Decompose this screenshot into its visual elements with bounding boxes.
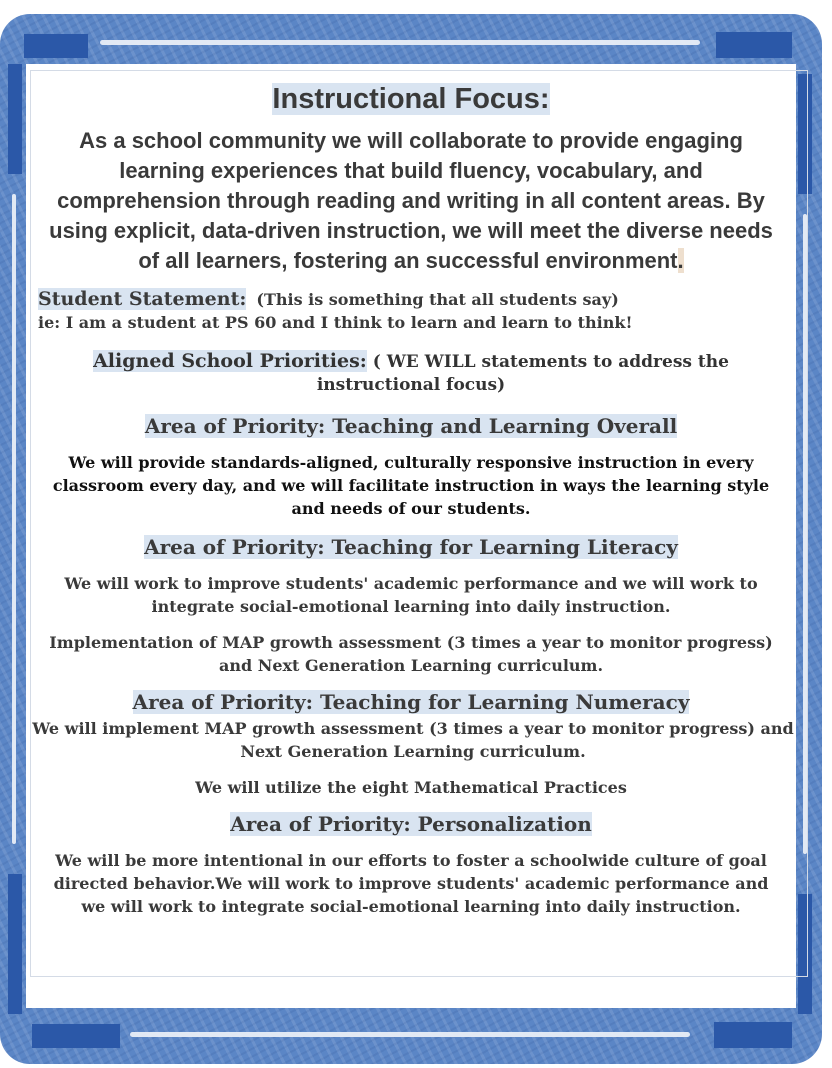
aligned-school-priorities [36, 350, 786, 397]
priority-heading-wrap [26, 809, 796, 839]
student-statement-label: Student Statement: [38, 288, 247, 310]
frame-side-block [8, 64, 22, 174]
instructional-focus-statement [36, 126, 786, 276]
title-wrap [26, 80, 796, 118]
priority-paragraph: Implementation of MAP growth assessment (3 times a year to monitor progress) and Next Generation Learning curriculum. [49, 633, 773, 675]
student-statement-example: ie: I am a student at PS 60 and I think to learn and learn to think! [38, 313, 633, 332]
document-content [26, 80, 796, 918]
frame-corner-block [24, 34, 88, 58]
priority-heading-wrap [26, 532, 796, 562]
page-title: Instructional Focus: [272, 83, 550, 115]
priority-paragraph: We will implement MAP growth assessment (3 times a year to monitor progress) and Next Generation Learning curriculum. [32, 719, 794, 761]
priority-heading-teaching-literacy: Area of Priority: Teaching for Learning Literacy [144, 535, 678, 559]
frame-corner-block [32, 1024, 120, 1048]
priority-heading-wrap [26, 687, 796, 717]
frame-streak [12, 194, 16, 844]
aligned-priorities-note: ( WE WILL statements to address the instructional focus) [316, 352, 729, 395]
priority-heading-personalization: Area of Priority: Personalization [230, 812, 592, 836]
priority-heading-teaching-numeracy: Area of Priority: Teaching for Learning Numeracy [132, 690, 690, 714]
aligned-priorities-label: Aligned School Priorities: [93, 350, 367, 372]
priority-paragraph: We will be more intentional in our efforts to foster a schoolwide culture of goal directed behavior.We will work to improve students' academic performance and we will work to integrate social-emotional learning into daily instruction. [53, 851, 769, 916]
frame-streak [100, 40, 700, 45]
focus-statement-end: . [677, 248, 684, 273]
frame-corner-block [716, 32, 792, 58]
frame-corner-block [714, 1022, 792, 1048]
focus-statement-main: As a school community we will collaborate to provide engaging learning experiences that build fluency, vocabulary, and comprehension through reading and writing in all content areas. By using explicit, data-driven instruction, we will meet the diverse needs of all learners, fostering an successful environment [49, 128, 773, 273]
student-statement [38, 288, 796, 310]
frame-side-block [8, 874, 22, 1014]
priority-paragraph: We will work to improve students' academic performance and we will work to integrate social-emotional learning into daily instruction. [64, 574, 758, 616]
priority-paragraph: We will provide standards-aligned, culturally responsive instruction in every classroom every day, and we will facilitate instruction in ways the learning style and needs of our students. [52, 453, 770, 518]
priority-paragraph: We will utilize the eight Mathematical Practices [195, 778, 627, 797]
priority-heading-teaching-learning-overall: Area of Priority: Teaching and Learning Overall [144, 414, 678, 438]
priority-heading-wrap [26, 411, 796, 441]
frame-streak [130, 1032, 690, 1037]
student-statement-note: (This is something that all students say) [256, 290, 619, 309]
